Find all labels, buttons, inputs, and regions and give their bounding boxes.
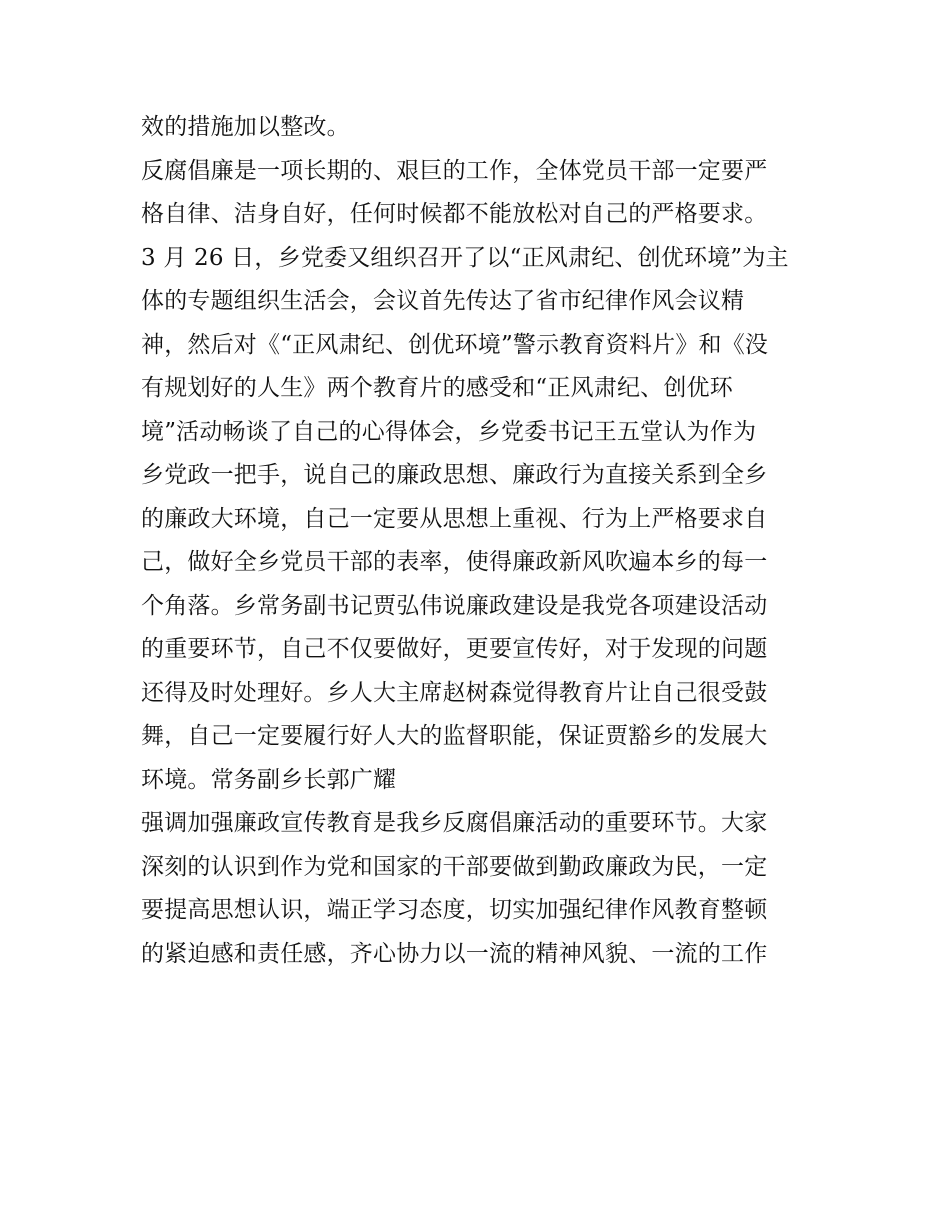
text-line: 格自律、洁身自好，任何时候都不能放松对自己的严格要求。 [141, 201, 768, 227]
text-line: 乡党政一把手，说自己的廉政思想、廉政行为直接关系到全乡 [141, 462, 768, 488]
text-line: 强调加强廉政宣传教育是我乡反腐倡廉活动的重要环节。大家 [141, 810, 768, 836]
text-line: 3 月 26 日，乡党委又组织召开了以“正风肃纪、创优环境”为主 [141, 244, 789, 271]
text-line: 效的措施加以整改。 [141, 114, 350, 140]
text-line: 有规划好的人生》两个教育片的感受和“正风肃纪、创优环 [141, 375, 733, 401]
text-line: 的重要环节，自己不仅要做好，更要宣传好，对于发现的问题 [141, 636, 768, 662]
text-line: 个角落。乡常务副书记贾弘伟说廉政建设是我党各项建设活动 [141, 592, 768, 619]
text-line: 境”活动畅谈了自己的心得体会，乡党委书记王五堂认为作为 [141, 418, 757, 445]
text-line: 的廉政大环境，自己一定要从思想上重视、行为上严格要求自 [141, 505, 768, 532]
text-line: 体的专题组织生活会，会议首先传达了省市纪律作风会议精 [141, 288, 745, 314]
text-line: 深刻的认识到作为党和国家的干部要做到勤政廉政为民，一定 [141, 853, 768, 880]
text-line: 神，然后对《“正风肃纪、创优环境”警示教育资料片》和《没 [141, 331, 769, 358]
text-line: 舞，自己一定要履行好人大的监督职能，保证贾豁乡的发展大 [141, 723, 768, 749]
text-line: 要提高思想认识，端正学习态度，切实加强纪律作风教育整顿 [141, 897, 768, 923]
text-line: 环境。常务副乡长郭广耀 [141, 766, 397, 793]
text-line: 己，做好全乡党员干部的表率，使得廉政新风吹遍本乡的每一 [141, 549, 768, 575]
text-line: 的紧迫感和责任感，齐心协力以一流的精神风貌、一流的工作 [141, 940, 768, 967]
document-body [141, 106, 821, 976]
text-line: 反腐倡廉是一项长期的、艰巨的工作，全体党员干部一定要严 [141, 157, 768, 184]
text-line: 还得及时处理好。乡人大主席赵树森觉得教育片让自己很受鼓 [141, 679, 768, 706]
